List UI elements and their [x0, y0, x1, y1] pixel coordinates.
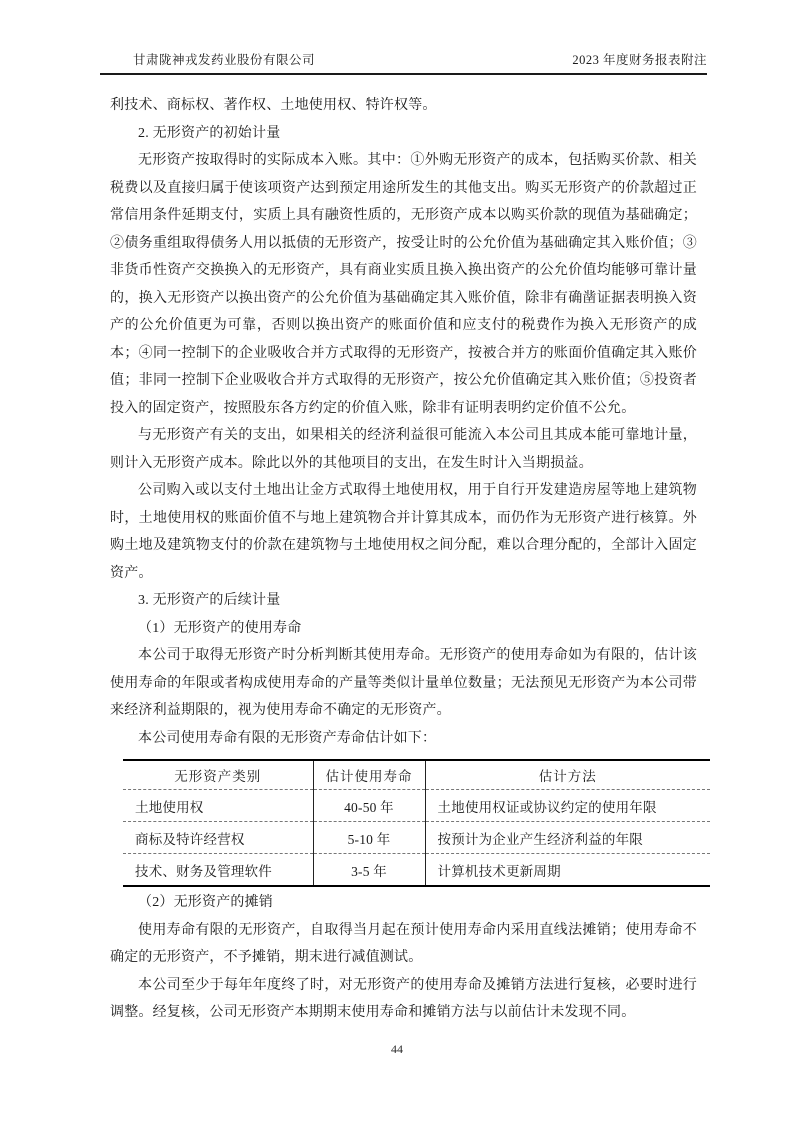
table-cell: 土地使用权证或协议约定的使用年限	[425, 790, 710, 822]
table-row	[123, 790, 710, 822]
table-row	[123, 854, 710, 887]
page-number: 44	[391, 1042, 403, 1056]
table-column-header: 无形资产类别	[123, 760, 313, 790]
table-cell: 计算机技术更新周期	[437, 863, 561, 879]
paragraph: 本公司至少于每年年度终了时，对无形资产的使用寿命及摊销方法进行复核，必要时进行调整。经复核，公司无形资产本期期末使用寿命和摊销方法与以前估计未发现不同。	[110, 977, 697, 1020]
page-header	[100, 50, 707, 75]
useful-life-table	[123, 759, 710, 887]
table-cell: 5-10 年	[313, 822, 425, 854]
text-block-after-table	[110, 889, 697, 1027]
table-cell: 40-50 年	[313, 790, 425, 822]
page-footer	[0, 1042, 794, 1057]
table-column-header: 估计使用寿命	[313, 760, 425, 790]
table-cell: 3-5 年	[313, 854, 425, 887]
paragraph: 3. 无形资产的后续计量	[138, 593, 281, 608]
paragraph: 使用寿命有限的无形资产，自取得当月起在预计使用寿命内采用直线法摊销；使用寿命不确定的无形资产，不予摊销，期末进行减值测试。	[110, 922, 697, 965]
paragraph: 公司购入或以支付土地出让金方式取得土地使用权，用于自行开发建造房屋等地上建筑物时，土地使用权的账面价值不与地上建筑物合并计算其成本，而仍作为无形资产进行核算。外购土地及建筑物支付的价款在建筑物与土地使用权之间分配，难以合理分配的，全部计入固定资产。	[110, 483, 697, 581]
table-header-row	[123, 760, 710, 790]
report-title: 2023 年度财务报表附注	[572, 53, 707, 67]
paragraph: （2）无形资产的摊销	[138, 895, 273, 910]
paragraph: 与无形资产有关的支出，如果相关的经济利益很可能流入本公司且其成本能可靠地计量，则计入无形资产成本。除此以外的其他项目的支出，在发生时计入当期损益。	[110, 428, 697, 471]
paragraph: 利技术、商标权、著作权、土地使用权、特许权等。	[110, 98, 437, 113]
table-cell: 土地使用权	[123, 790, 313, 822]
document-body	[110, 92, 697, 1027]
paragraph: 2. 无形资产的初始计量	[138, 125, 281, 141]
paragraph: 本公司于取得无形资产时分析判断其使用寿命。无形资产的使用寿命如为有限的，估计该使用寿命的年限或者构成使用寿命的产量等类似计量单位数量；无法预见无形资产为本公司带来经济利益期限的，视为使用寿命不确定的无形资产。	[110, 648, 697, 718]
table-cell: 按预计为企业产生经济利益的年限	[425, 822, 710, 854]
table-cell: 技术、财务及管理软件	[123, 854, 313, 887]
company-name: 甘肃陇神戎发药业股份有限公司	[133, 53, 316, 67]
paragraph: 本公司使用寿命有限的无形资产寿命估计如下：	[138, 730, 437, 746]
paragraph: （1）无形资产的使用寿命	[138, 620, 302, 636]
table-row	[123, 822, 710, 854]
table-cell: 商标及特许经营权	[123, 822, 313, 854]
table-column-header: 估计方法	[425, 760, 710, 790]
paragraph: 无形资产按取得时的实际成本入账。其中：①外购无形资产的成本，包括购买价款、相关税费以及直接归属于使该项资产达到预定用途所发生的其他支出。购买无形资产的价款超过正常信用条件延期支付，实质上具有融资性质的，无形资产成本以购买价款的现值为基础确定；②债务重组取得债务人用以抵债的无形资产，按受让时的公允价值为基础确定其入账价值；③非货币性资产交换换入的无形资产，具有商业实质且换入换出资产的公允价值均能够可靠计量的，换入无形资产以换出资产的公允价值为基础确定其入账价值，除非有确凿证据表明换入资产的公允价值更为可靠，否则以换出资产的账面价值和应支付的税费作为换入无形资产的成本；④同一控制下的企业吸收合并方式取得的无形资产，按被合并方的账面价值确定其入账价值；非同一控制下企业吸收合并方式取得的无形资产，按公允价值确定其入账价值；⑤投资者投入的固定资产，按照股东各方约定的价值入账，除非有证明表明约定价值不公允。	[110, 153, 697, 416]
text-block-before-table	[110, 92, 697, 752]
